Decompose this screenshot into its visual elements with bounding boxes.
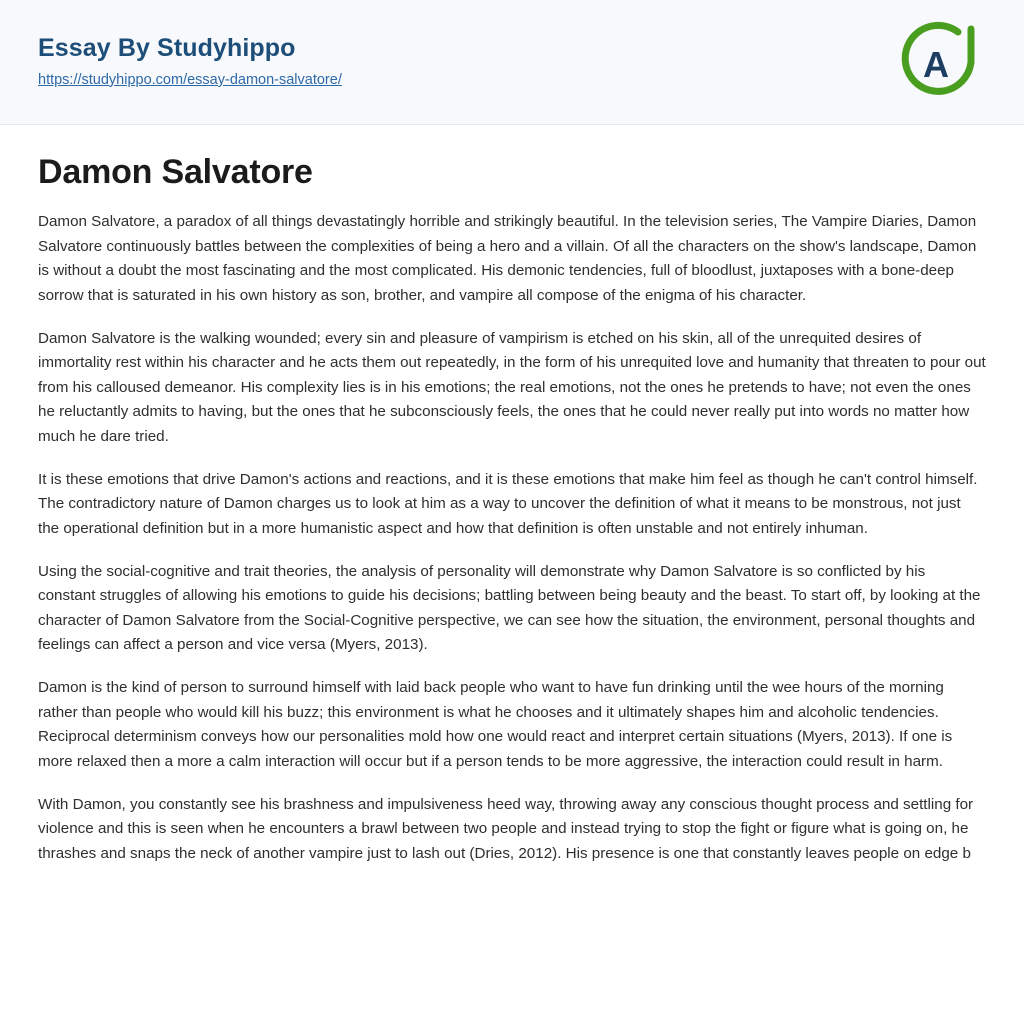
- paragraph: It is these emotions that drive Damon's actions and reactions, and it is these emotions that make him feel as though he can't control himself. The contradictory nature of Damon charges us to look at him as a way to uncover the definition of what it means to be monstrous, not just the operational definition but in a more humanistic aspect and how that definition is often unstable and not entirely inhuman.: [38, 470, 978, 537]
- brand-block: [38, 35, 342, 88]
- paragraph: Using the social-cognitive and trait theories, the analysis of personality will demonstrate why Damon Salvatore is so conflicted by his constant struggles of allowing his emotions to guide his decisions; battling between being beauty and the beast. To start off, by looking at the character of Damon Salvatore from the Social-Cognitive perspective, we can see how the situation, the environment, personal thoughts and feelings can affect a person and vice versa (Myers, 2013).: [38, 562, 981, 654]
- site-title: Essay By Studyhippo: [38, 34, 296, 63]
- article-body: [0, 125, 1024, 866]
- paragraph: Damon Salvatore, a paradox of all things devastatingly horrible and strikingly beautiful. In the television series, The Vampire Diaries, Damon Salvatore continuously battles between the complexities of being a hero and a villain. Of all the characters on the show's landscape, Damon is without a doubt the most fascinating and the most complicated. His demonic tendencies, full of bloodlust, juxtaposes with a bone-deep sorrow that is saturated in his own history as son, brother, and vampire all compose of the enigma of his character.: [38, 213, 977, 304]
- svg-text:A: A: [923, 44, 949, 85]
- page-title: Damon Salvatore: [38, 153, 313, 191]
- site-header: [0, 0, 1024, 125]
- paragraph: With Damon, you constantly see his brashness and impulsiveness heed way, throwing away any conscious thought process and settling for violence and this is seen when he encounters a brawl between two people and instead trying to stop the fight or figure what is going on, he thrashes and snaps the neck of another vampire just to lash out (Dries, 2012). His presence is one that constantly leaves people on edge b: [38, 795, 974, 862]
- paragraph: Damon Salvatore is the walking wounded; every sin and pleasure of vampirism is etched on his skin, all of the unrequited desires of immortality rest within his character and he acts them out repeatedly, in the form of his unrequited love and humanity that threaten to pour out from his calloused demeanor. His complexity lies is in his emotions; the real emotions, not the ones he pretends to have; not even the ones he reluctantly admits to having, but the ones that he subconsciously feels, the ones that he could never really put into words no matter how much he dare tried.: [38, 329, 986, 445]
- studyhippo-logo: [896, 19, 982, 105]
- source-url-link[interactable]: https://studyhippo.com/essay-damon-salvatore/: [38, 71, 342, 88]
- paragraph: Damon is the kind of person to surround himself with laid back people who want to have fun drinking until the wee hours of the morning rather than people who would kill his buzz; this environment is what he chooses and it ultimately shapes him and alcoholic tendencies. Reciprocal determinism conveys how our personalities mold how one would react and interpret certain situations (Myers, 2013). If one is more relaxed then a more a calm interaction will occur but if a person tends to be more aggressive, the interaction could result in harm.: [38, 679, 953, 770]
